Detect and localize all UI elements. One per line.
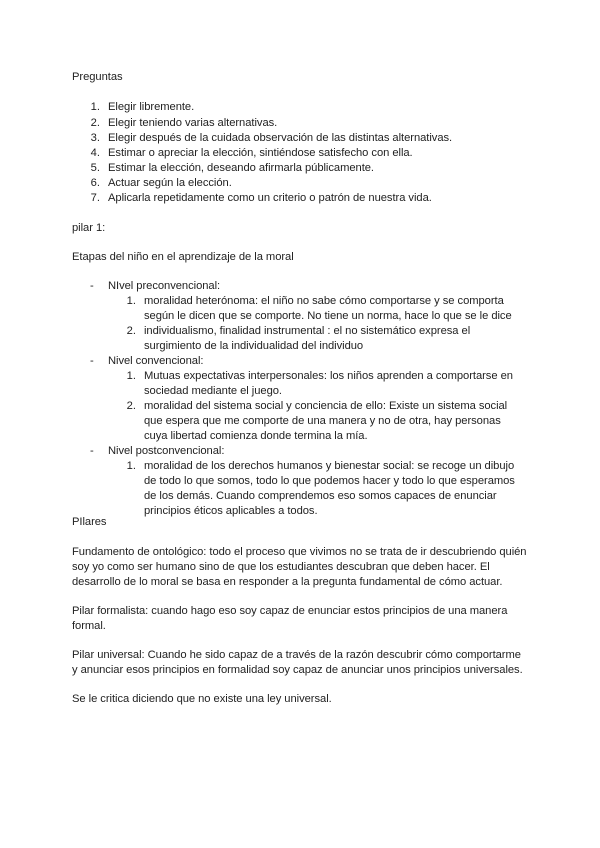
list-item: Elegir después de la cuidada observación de las distintas alternativas. [108,132,453,144]
paragraph-line: y anunciar esos principios en formalidad soy capaz de anunciar unos principios universales. [72,664,523,676]
list-number: 3. [90,132,100,144]
list-item: Aplicarla repetidamente como un criterio o patrón de nuestra vida. [108,192,432,204]
list-item-line: sociedad mediante el juego. [144,385,282,397]
list-number: 2. [126,325,136,337]
list-item-line: de todo lo que somos, todo lo que podemos hacer y todo lo que esperamos [144,475,515,487]
list-number: 5. [90,162,100,174]
list-number: 6. [90,177,100,189]
list-number: 1. [126,295,136,307]
list-item-line: de los demás. Cuando comprendemos eso somos capaces de enunciar [144,490,497,502]
list-number: 1. [126,460,136,472]
list-number: 4. [90,147,100,159]
dash-bullet: - [90,355,94,367]
list-item-line: individualismo, finalidad instrumental : el no sistemático expresa el [144,325,471,337]
nivel-title: NIvel preconvencional: [108,280,221,292]
list-number: 1. [126,370,136,382]
etapas-heading: Etapas del niño en el aprendizaje de la moral [72,251,294,263]
list-item-line: moralidad del sistema social y conciencia de ello: Existe un sistema social [144,400,508,412]
list-number: 2. [90,117,100,129]
paragraph-line: Pilar universal: Cuando he sido capaz de a través de la razón descubrir cómo comportarme [72,649,521,661]
paragraph-line: soy yo como ser humano sino de que los estudiantes descubran que deben hacer. El [72,561,490,573]
list-item-line: surgimiento de la individualidad del individuo [144,340,364,352]
list-item-line: principios éticos aplicables a todos. [144,505,318,517]
list-item: Elegir teniendo varias alternativas. [108,117,278,129]
paragraph-line: formal. [72,620,106,632]
pilares-heading: PIlares [72,516,107,528]
list-item-line: que espera que me comporte de una manera y no de otra, hay personas [144,415,501,427]
list-item-line: cuya libertad comienza donde termina la mía. [144,430,368,442]
dash-bullet: - [90,280,94,292]
list-number: 2. [126,400,136,412]
list-item: Elegir libremente. [108,101,195,113]
list-number: 7. [90,192,100,204]
paragraph-line: Fundamento de ontológico: todo el proceso que vivimos no se trata de ir descubriendo quién [72,546,527,558]
list-item-line: Mutuas expectativas interpersonales: los niños aprenden a comportarse en [144,370,513,382]
list-number: 1. [90,101,100,113]
paragraph-line: desarrollo de lo moral se basa en responder a la pregunta fundamental de cómo actuar. [72,576,503,588]
paragraph-line: Se le critica diciendo que no existe una ley universal. [72,693,332,705]
list-item: Actuar según la elección. [108,177,232,189]
list-item: Estimar la elección, deseando afirmarla públicamente. [108,162,374,174]
nivel-title: Nivel convencional: [108,355,204,367]
list-item-line: según le dicen que se comporte. No tiene un norma, hace lo que se le dice [144,310,512,322]
nivel-title: Nivel postconvencional: [108,445,225,457]
list-item-line: moralidad heterónoma: el niño no sabe cómo comportarse y se comporta [144,295,504,307]
paragraph-line: Pilar formalista: cuando hago eso soy capaz de enunciar estos principios de una manera [72,605,508,617]
list-item: Estimar o apreciar la elección, sintiéndose satisfecho con ella. [108,147,413,159]
preguntas-heading: Preguntas [72,71,123,83]
dash-bullet: - [90,445,94,457]
pilar-1-label: pilar 1: [72,222,106,234]
list-item-line: moralidad de los derechos humanos y bienestar social: se recoge un dibujo [144,460,515,472]
